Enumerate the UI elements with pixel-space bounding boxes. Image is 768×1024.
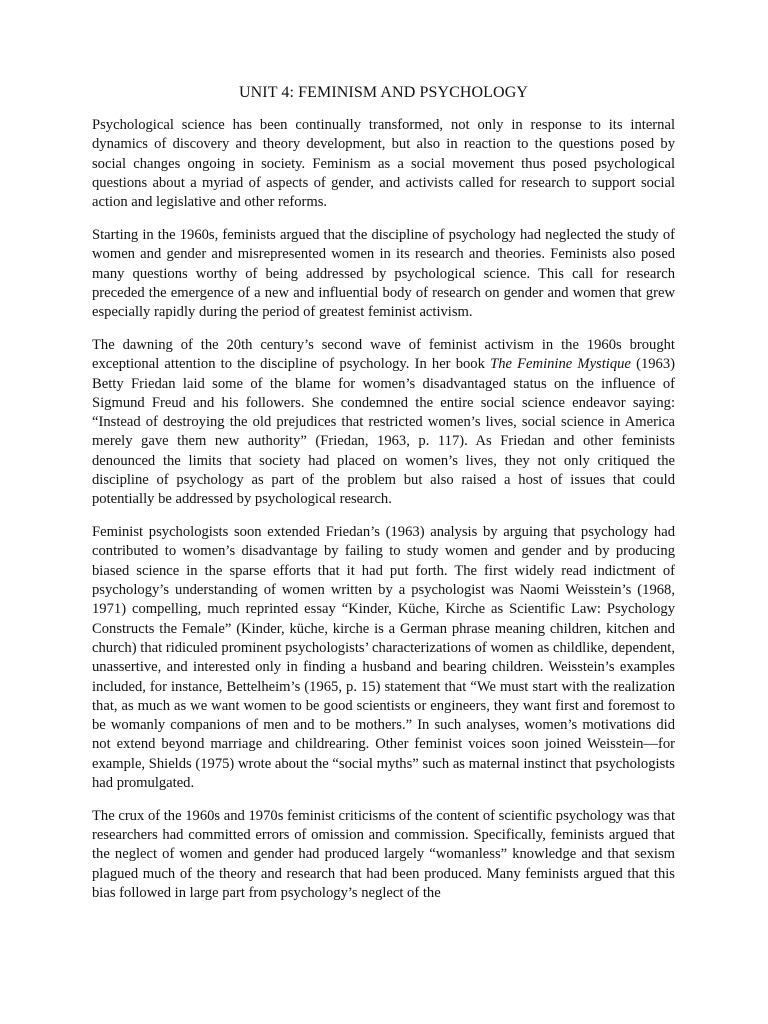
book-title: The Feminine Mystique (490, 356, 631, 373)
paragraph-crux: The crux of the 1960s and 1970s feminist criticisms of the content of scientific psychology was that researchers had committed errors of omission and commission. Specifically, feminists argued that the neglect of women and gender had produced largely “womanless” knowledge and that sexism plagued much of the theory and research that had been produced. Many feminists argued that this bias followed in large part from psychology’s neglect of the (92, 807, 675, 901)
paragraph-intro: Psychological science has been continually transformed, not only in response to its internal dynamics of discovery and theory development, but also in reaction to the questions posed by social changes ongoing in society. Feminism as a social movement thus posed psychological questions about a myriad of aspects of gender, and activists called for research to support social action and legislative and other reforms. (92, 117, 675, 211)
paragraph-1960s: Starting in the 1960s, feminists argued that the discipline of psychology had neglected the study of women and gender and misrepresented women in its research and theories. Feminists also posed many questions worthy of being addressed by psychological science. This call for research preceded the emergence of a new and influential body of research on gender and women that grew especially rapidly during the period of greatest feminist activism. (92, 226, 675, 321)
page-title: UNIT 4: FEMINISM AND PSYCHOLOGY (238, 84, 529, 101)
paragraph-feminist-psychologists: Feminist psychologists soon extended Friedan’s (1963) analysis by arguing that psychology had contributed to women’s disadvantage by failing to study women and gender and by producing biased science in the sparse efforts that it had put forth. The first widely read indictment of psychology’s understanding of women written by a psychologist was Naomi Weisstein’s (1968, 1971) compelling, much reprinted essay “Kinder, Küche, Kirche as Scientific Law: Psychology Constructs the Female” (Kinder, küche, kirche is a German phrase meaning children, kitchen and church) that ridiculed prominent psychologists’ characterizations of women as childlike, dependent, unassertive, and interested only in finding a husband and bearing children. Weisstein’s examples included, for instance, Bettelheim’s (1965, p. 15) statement that “We must start with the realization that, as much as we want women to be good scientists or engineers, they want first and foremost to be womanly companions of men and to be mothers.” In such analyses, women’s motivations did not extend beyond marriage and childrearing. Other feminist voices soon joined Weisstein—for example, Shields (1975) wrote about the “social myths” such as maternal instinct that psychologists had promulgated. (92, 524, 675, 791)
paragraph-second-wave (92, 336, 675, 510)
paragraph-second-wave-text-after: (1963) Betty Friedan laid some of the blame for women’s disadvantaged status on the influence of Sigmund Freud and his followers. She condemned the entire social science endeavor saying: “Instead of destroying the old prejudices that restricted women’s lives, social science in America merely gave them new authority” (Friedan, 1963, p. 117). As Friedan and other feminists denounced the limits that society had placed on women’s lives, they not only critiqued the discipline of psychology as part of the problem but also raised a host of issues that could potentially be addressed by psychological research. (92, 356, 675, 508)
paragraph-second-wave-text-before: The dawning of the 20th century’s second wave of feminist activism in the 1960s brought exceptional attention to the discipline of psychology. In her book (92, 336, 675, 373)
document-page (92, 82, 675, 917)
